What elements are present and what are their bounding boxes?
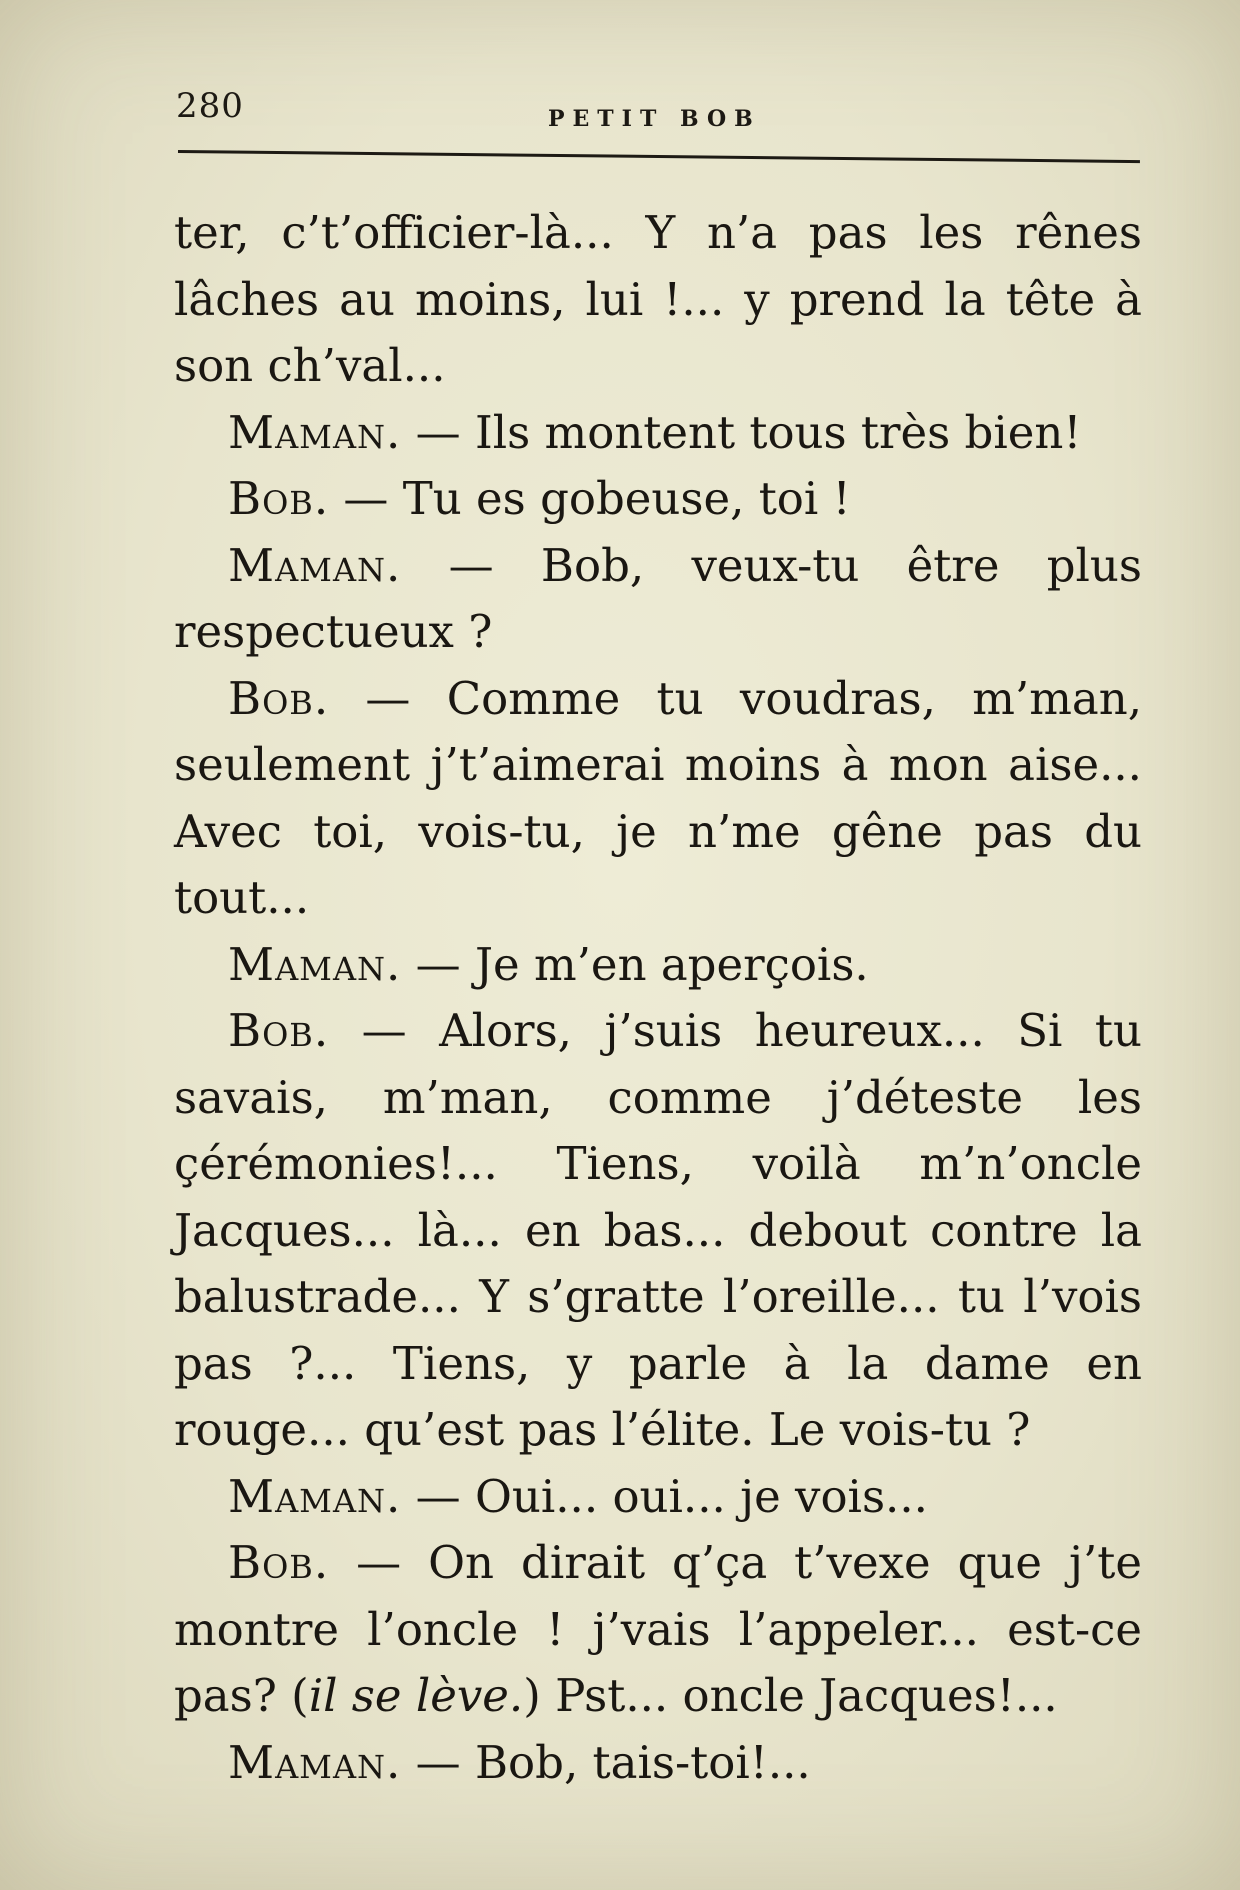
speaker-name: Bob. — [228, 1004, 330, 1057]
speaker-name: Maman. — [228, 405, 402, 459]
speaker-name: Maman. — [228, 937, 402, 991]
em-dash: — — [401, 1469, 475, 1523]
dialogue-text: Oui... oui... je vois... — [474, 1469, 928, 1523]
em-dash: — — [401, 538, 541, 592]
page-number: 280 — [176, 86, 244, 126]
dialogue-line — [174, 666, 1142, 932]
em-dash: — — [329, 1536, 429, 1589]
em-dash: — — [401, 1735, 475, 1789]
paragraph-continuation — [174, 200, 1142, 400]
em-dash: — — [329, 1004, 440, 1057]
book-title: PETIT BOB — [548, 106, 761, 132]
em-dash: — — [401, 937, 475, 991]
em-dash: — — [401, 405, 475, 459]
speaker-name: Maman. — [228, 538, 402, 592]
running-head — [176, 86, 1140, 136]
dialogue-line — [174, 998, 1142, 1464]
dialogue-line — [174, 1464, 1142, 1531]
dialogue-text: Bob, veux-tu être plus respectueux ? — [174, 538, 1142, 658]
dialogue-text: Tu es gobeuse, toi ! — [402, 472, 851, 525]
dialogue-line — [174, 932, 1142, 999]
speaker-name: Bob. — [228, 671, 330, 725]
dialogue-text: Je m’en aperçois. — [474, 937, 869, 991]
header-rule — [178, 150, 1140, 163]
dialogue-text: Alors, j’suis heureux... Si tu savais, m’man, comme j’déteste les çérémonies!... Tiens, voilà m’n’oncle Jacques... là... en bas... debout contre la balustrade... Y s’gratte l’oreille... tu l’vois pas ?... Tiens, y parle à la dame en rouge... qu’est pas l’élite. Le vois-tu ? — [174, 1004, 1142, 1456]
dialogue-text: On dirait q’ça t’vexe que j’te montre l’oncle ! j’vais l’appeler... est-ce pas? ( — [174, 1536, 1143, 1722]
speaker-name: Maman. — [228, 1735, 402, 1789]
body-text — [174, 200, 1142, 1796]
speaker-name: Maman. — [228, 1469, 402, 1523]
dialogue-line — [174, 1730, 1142, 1797]
dialogue-text: Bob, tais-toi!... — [474, 1735, 811, 1789]
dialogue-text: Comme tu voudras, m’man, seulement j’t’aimerai moins à mon aise... Avec toi, vois-tu, je n’me gêne pas du tout... — [174, 671, 1142, 924]
stage-direction: il se lève. — [308, 1669, 524, 1722]
dialogue-line — [174, 1530, 1142, 1730]
dialogue-text: Ils montent tous très bien! — [474, 405, 1082, 459]
dialogue-text-after: ) Pst... oncle Jacques!... — [523, 1669, 1058, 1722]
em-dash: — — [329, 671, 447, 725]
dialogue-line — [174, 400, 1142, 467]
em-dash: — — [329, 472, 403, 525]
speaker-name: Bob. — [228, 1536, 330, 1589]
dialogue-text: ter, c’t’officier-là... Y n’a pas les rênes lâches au moins, lui !... y prend la tête à son ch’val... — [174, 206, 1142, 392]
dialogue-line — [174, 466, 1142, 533]
speaker-name: Bob. — [228, 472, 330, 525]
dialogue-line — [174, 533, 1142, 666]
